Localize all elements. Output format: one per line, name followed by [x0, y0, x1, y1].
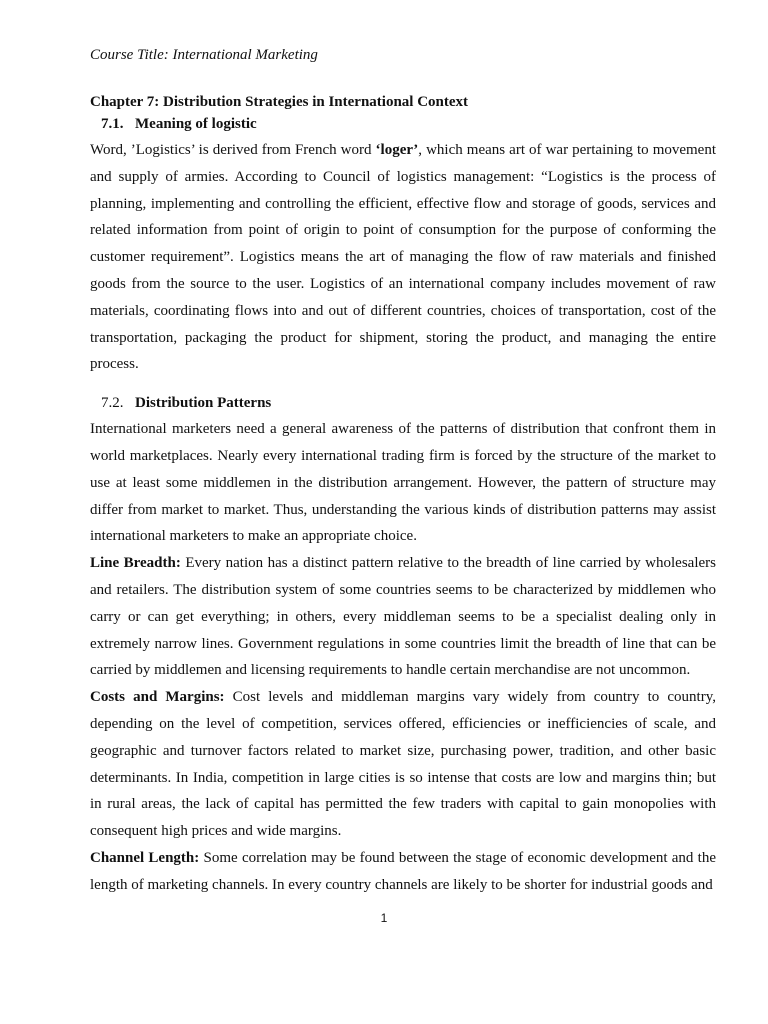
channel-length-paragraph	[90, 845, 716, 899]
paragraph-label: Channel Length:	[90, 849, 200, 866]
distribution-patterns-intro: International marketers need a general awareness of the patterns of distribution that confront them in world marketplaces. Nearly every international trading firm is forced by the structure of the market to use at least some middlemen in the distribution arrangement. However, the pattern of structure may differ from market to market. Thus, understanding the various kinds of distribution patterns may assist international marketers to make an appropriate choice.	[90, 421, 716, 545]
line-breadth-paragraph	[90, 550, 716, 684]
page-number: 1	[380, 911, 388, 925]
paragraph-label: Line Breadth:	[90, 555, 181, 572]
section-number: 7.2.	[101, 395, 124, 412]
paragraph-text: Some correlation may be found between the stage of economic development and the length of marketing channels. In every country channels are likely to be shorter for industrial goods and	[90, 849, 716, 893]
paragraph-text: , which means art of war pertaining to movement and supply of armies. According to Council of logistics management: “Logistics is the process of planning, implementing and controlling the efficient, effective flow and storage of goods, services and related information from point of origin to point of consumption for the purpose of conforming the customer requirement”. Logistics means the art of managing the flow of raw materials and finished goods from the source to the user. Logistics of an international company includes movement of raw materials, coordinating flows into and out of different countries, choices of transportation, cost of the transportation, packaging the product for shipment, storing the product, and managing the entire process.	[90, 142, 717, 373]
section-heading-7-2	[90, 392, 716, 414]
section-title: Meaning of logistic	[135, 116, 257, 132]
section-heading-7-1	[90, 113, 716, 135]
section-number: 7.1.	[101, 116, 124, 132]
chapter-title: Chapter 7: Distribution Strategies in International Context	[90, 94, 469, 110]
bold-term: ‘loger’	[375, 142, 419, 158]
paragraph-text: Word, ’Logistics’ is derived from French word	[90, 142, 376, 158]
section-title: Distribution Patterns	[135, 395, 272, 412]
costs-margins-paragraph	[90, 684, 716, 845]
paragraph-label: Costs and Margins:	[90, 689, 225, 706]
paragraph-text: Cost levels and middleman margins vary widely from country to country, depending on the level of competition, services offered, efficiencies or inefficiencies of scale, and geographic and turnover factors related to market size, purchasing power, tradition, and other basic determinants. In India, competition in large cities is so intense that costs are low and margins thin; but in rural areas, the lack of capital has permitted the few traders with capital to gain monopolies with consequent high prices and wide margins.	[90, 689, 716, 840]
spacer	[90, 378, 716, 392]
logistics-paragraph	[90, 137, 716, 378]
course-title-header: Course Title: International Marketing	[90, 47, 318, 63]
paragraph-text: Every nation has a distinct pattern relative to the breadth of line carried by wholesalers and retailers. The distribution system of some countries seems to be characterized by middlemen who carry or can get everything; in others, every middleman seems to be a specialist dealing only in extremely narrow lines. Government regulations in some countries limit the breadth of line that can be carried by middlemen and licensing requirements to handle certain merchandise are not uncommon.	[90, 555, 716, 679]
document-page	[90, 44, 716, 899]
